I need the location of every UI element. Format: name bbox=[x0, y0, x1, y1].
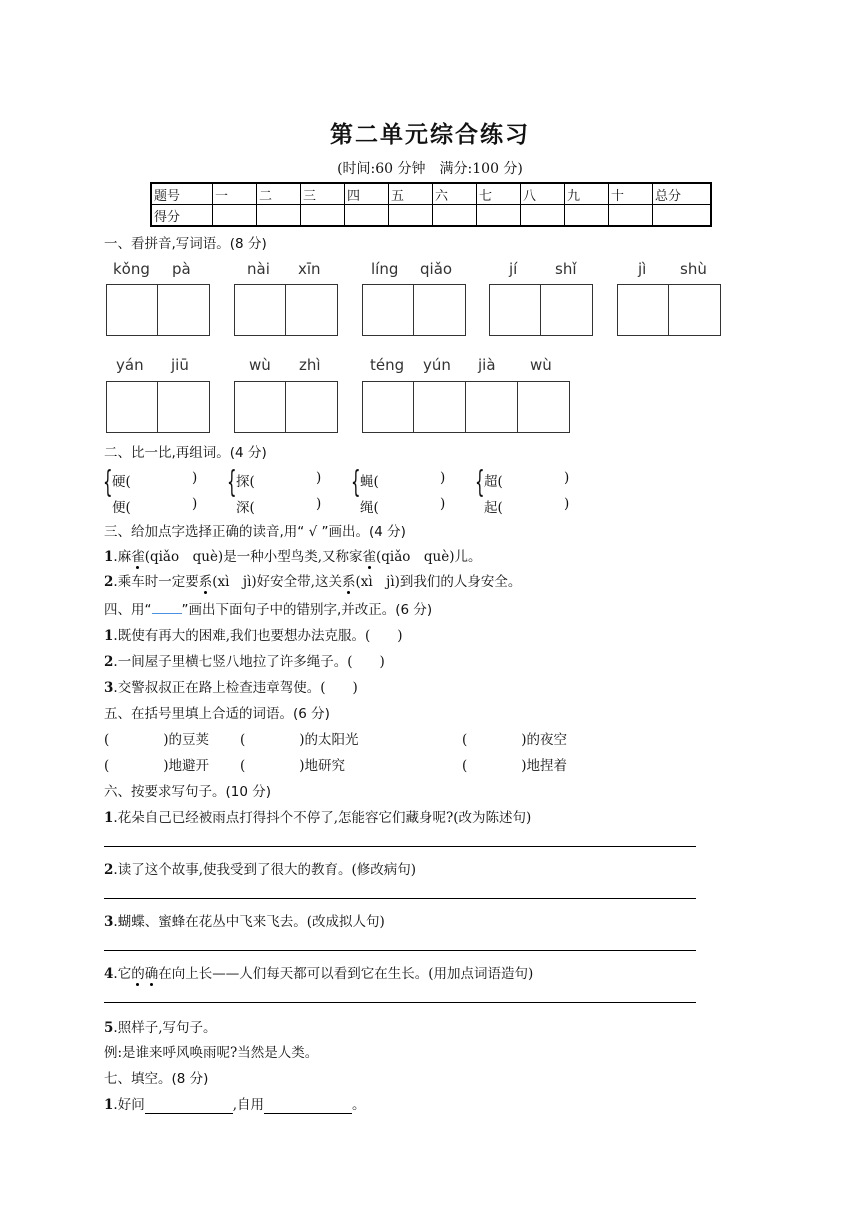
paren-close: ) bbox=[564, 496, 570, 512]
compare-char: 深( bbox=[236, 500, 255, 516]
table-cell: 九 bbox=[565, 183, 609, 205]
answer-boxes bbox=[362, 381, 570, 433]
pinyin: shǐ bbox=[555, 260, 577, 278]
compare-char: 蝇( bbox=[360, 474, 379, 490]
table-cell: 题号 bbox=[151, 183, 213, 205]
question-3-2: 2.乘车时一定要系(xì jì)好安全带,这关系(xì jì)到我们的人身安全。 bbox=[104, 570, 521, 590]
write-box[interactable] bbox=[106, 381, 158, 433]
score-cell[interactable] bbox=[345, 205, 389, 227]
fill-item: ( )地研究 bbox=[240, 758, 346, 774]
dotted-char: 的 bbox=[131, 962, 145, 982]
score-table bbox=[150, 182, 712, 227]
question-3-1: 1.麻雀(qiǎo què)是一种小型鸟类,又称家雀(qiǎo què)儿。 bbox=[104, 545, 482, 565]
fill-blank[interactable] bbox=[145, 1097, 233, 1114]
table-cell: 三 bbox=[301, 183, 345, 205]
table-cell: 十 bbox=[609, 183, 653, 205]
write-box[interactable] bbox=[362, 284, 414, 336]
answer-boxes bbox=[106, 381, 210, 433]
write-box[interactable] bbox=[286, 284, 338, 336]
pinyin: yán bbox=[116, 356, 144, 374]
write-box[interactable] bbox=[518, 381, 570, 433]
table-cell: 四 bbox=[345, 183, 389, 205]
answer-line[interactable] bbox=[104, 950, 696, 951]
fill-item: ( )的豆荚 bbox=[104, 732, 210, 748]
question-4-3: 3.交警叔叔正在路上检查违章驾使。( ) bbox=[104, 680, 358, 696]
write-box[interactable] bbox=[669, 284, 721, 336]
pinyin: jiū bbox=[171, 356, 189, 374]
write-box[interactable] bbox=[234, 284, 286, 336]
write-box[interactable] bbox=[541, 284, 593, 336]
pinyin: qiǎo bbox=[420, 260, 453, 278]
pinyin: shù bbox=[680, 260, 707, 278]
table-cell: 二 bbox=[257, 183, 301, 205]
answer-boxes bbox=[489, 284, 593, 336]
pinyin: jí bbox=[509, 260, 518, 278]
dotted-char: 系 bbox=[199, 570, 213, 590]
score-table-score-row bbox=[151, 205, 711, 227]
score-cell[interactable] bbox=[301, 205, 345, 227]
question-4-1: 1.既使有再大的困难,我们也要想办法克服。( ) bbox=[104, 628, 403, 644]
table-cell: 六 bbox=[433, 183, 477, 205]
score-cell[interactable] bbox=[433, 205, 477, 227]
write-box[interactable] bbox=[286, 381, 338, 433]
fill-item: ( )地捏着 bbox=[462, 758, 568, 774]
answer-line[interactable] bbox=[104, 1002, 696, 1003]
question-6-2: 2.读了这个故事,使我受到了很大的教育。(修改病句) bbox=[104, 862, 417, 878]
write-box[interactable] bbox=[414, 381, 466, 433]
paren-close: ) bbox=[192, 496, 198, 512]
write-box[interactable] bbox=[106, 284, 158, 336]
dotted-char: 系 bbox=[342, 570, 356, 590]
write-box[interactable] bbox=[617, 284, 669, 336]
example-sentence: 例:是谁来呼风唤雨呢?当然是人类。 bbox=[104, 1045, 319, 1061]
pinyin: yún bbox=[423, 356, 451, 374]
brace-icon: { bbox=[227, 465, 237, 500]
section-2-heading: 二、比一比,再组词。(4 分) bbox=[104, 445, 267, 461]
section-3-heading: 三、给加点字选择正确的读音,用“ √ ”画出。(4 分) bbox=[104, 524, 406, 540]
table-cell: 八 bbox=[521, 183, 565, 205]
page-title: 第二单元综合练习 bbox=[330, 122, 530, 148]
score-cell[interactable] bbox=[609, 205, 653, 227]
answer-boxes bbox=[617, 284, 721, 336]
fill-blank[interactable] bbox=[264, 1097, 352, 1114]
compare-char: 起( bbox=[484, 500, 503, 516]
pinyin: zhì bbox=[299, 356, 321, 374]
brace-icon: { bbox=[103, 465, 113, 500]
paren-close: ) bbox=[564, 470, 570, 486]
score-cell[interactable] bbox=[521, 205, 565, 227]
section-4-heading: 四、用“ ”画出下面句子中的错别字,并改正。(6 分) bbox=[104, 602, 433, 618]
write-box[interactable] bbox=[234, 381, 286, 433]
section-7-heading: 七、填空。(8 分) bbox=[104, 1071, 209, 1087]
score-cell[interactable] bbox=[565, 205, 609, 227]
pinyin: pà bbox=[172, 260, 191, 278]
compare-char: 探( bbox=[236, 474, 255, 490]
table-cell: 总分 bbox=[653, 183, 712, 205]
dotted-char: 确 bbox=[145, 962, 159, 982]
pinyin: kǒng bbox=[113, 260, 150, 278]
answer-boxes bbox=[234, 284, 338, 336]
paren-close: ) bbox=[440, 470, 446, 486]
compare-char: 超( bbox=[484, 474, 503, 490]
pinyin: líng bbox=[371, 260, 399, 278]
question-6-5: 5.照样子,写句子。 bbox=[104, 1020, 217, 1036]
brace-icon: { bbox=[351, 465, 361, 500]
question-6-3: 3.蝴蝶、蜜蜂在花丛中飞来飞去。(改成拟人句) bbox=[104, 914, 385, 930]
pinyin: jì bbox=[638, 260, 647, 278]
score-cell[interactable] bbox=[213, 205, 257, 227]
question-7-1: 1.好问 ,自用 。 bbox=[104, 1097, 366, 1113]
answer-boxes bbox=[362, 284, 466, 336]
answer-boxes bbox=[234, 381, 338, 433]
brace-icon: { bbox=[475, 465, 485, 500]
paren-close: ) bbox=[316, 496, 322, 512]
pinyin: téng bbox=[370, 356, 405, 374]
score-cell[interactable] bbox=[477, 205, 521, 227]
paren-close: ) bbox=[440, 496, 446, 512]
write-box[interactable] bbox=[158, 381, 210, 433]
paren-close: ) bbox=[192, 470, 198, 486]
table-cell: 七 bbox=[477, 183, 521, 205]
compare-char: 硬( bbox=[112, 474, 131, 490]
fill-item: ( )的夜空 bbox=[462, 732, 568, 748]
page-subtitle: (时间:60 分钟 满分:100 分) bbox=[337, 161, 523, 177]
write-box[interactable] bbox=[414, 284, 466, 336]
question-4-2: 2.一间屋子里横七竖八地拉了许多绳子。( ) bbox=[104, 654, 385, 670]
score-cell[interactable] bbox=[653, 205, 712, 227]
pinyin: wù bbox=[530, 356, 552, 374]
table-cell: 一 bbox=[213, 183, 257, 205]
pinyin: xīn bbox=[298, 260, 321, 278]
answer-boxes bbox=[106, 284, 210, 336]
score-cell[interactable] bbox=[257, 205, 301, 227]
answer-line[interactable] bbox=[104, 846, 696, 847]
answer-line[interactable] bbox=[104, 898, 696, 899]
table-cell: 五 bbox=[389, 183, 433, 205]
pinyin: wù bbox=[249, 356, 271, 374]
fill-item: ( )的太阳光 bbox=[240, 732, 359, 748]
fill-item: ( )地避开 bbox=[104, 758, 210, 774]
write-box[interactable] bbox=[362, 381, 414, 433]
write-box[interactable] bbox=[489, 284, 541, 336]
question-6-4: 4.它的确在向上长——人们每天都可以看到它在生长。(用加点词语造句) bbox=[104, 962, 533, 982]
score-cell[interactable] bbox=[389, 205, 433, 227]
pinyin: nài bbox=[247, 260, 270, 278]
write-box[interactable] bbox=[466, 381, 518, 433]
compare-char: 绳( bbox=[360, 500, 379, 516]
pinyin: jià bbox=[478, 356, 496, 374]
table-cell: 得分 bbox=[151, 205, 213, 227]
dotted-char: 雀 bbox=[363, 545, 377, 565]
section-5-heading: 五、在括号里填上合适的词语。(6 分) bbox=[104, 706, 330, 722]
question-6-1: 1.花朵自己已经被雨点打得抖个不停了,怎能容它们藏身呢?(改为陈述句) bbox=[104, 810, 532, 826]
score-table-header-row bbox=[151, 183, 711, 205]
underline-sample bbox=[152, 603, 182, 614]
paren-close: ) bbox=[316, 470, 322, 486]
write-box[interactable] bbox=[158, 284, 210, 336]
section-1-heading: 一、看拼音,写词语。(8 分) bbox=[104, 236, 267, 252]
dotted-char: 雀 bbox=[131, 545, 145, 565]
section-6-heading: 六、按要求写句子。(10 分) bbox=[104, 784, 272, 800]
compare-char: 便( bbox=[112, 500, 131, 516]
